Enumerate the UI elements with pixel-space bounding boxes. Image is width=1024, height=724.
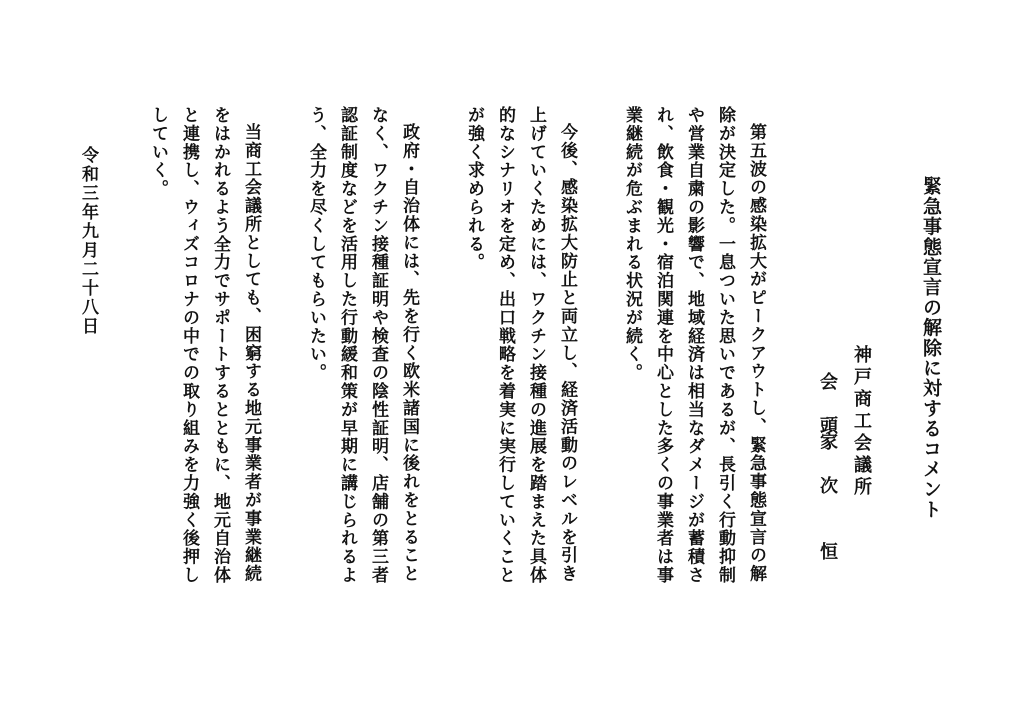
- paragraph-2-line: 的なシナリオを定め、出口戦略を着実に実行していくこと: [495, 106, 515, 585]
- paragraph-4-line: していく。: [148, 106, 168, 198]
- paragraph-2-line: 上げていくためには、ワクチン接種の進展を踏まえた具体: [526, 106, 546, 585]
- paragraph-1-line: や営業自粛の影響で、地域経済は相当なダメージが蓄積さ: [684, 106, 704, 585]
- paragraph-4-line: をはかれるよう全力でサポートするとともに、地元自治体: [210, 106, 230, 585]
- paragraph-2: [458, 106, 582, 584]
- document-date: 令和三年九月二十八日: [78, 146, 98, 336]
- paragraph-2-line: 今後、感染拡大防止と両立し、経済活動のレベルを引き: [557, 123, 577, 583]
- signer-title: 会 頭: [817, 372, 838, 438]
- paragraph-4: [142, 106, 266, 584]
- paragraph-2-line: が強く求められる。: [464, 106, 484, 272]
- paragraph-1: [616, 106, 771, 584]
- paragraph-1-line: 業継続が危ぶまれる状況が続く。: [622, 106, 642, 382]
- organization-name: 神戸商工会議所: [851, 345, 872, 499]
- document-title: 緊急事態宣言の解除に対するコメント: [920, 176, 942, 520]
- paragraph-3-line: 認証制度などを活用した行動緩和策が早期に講じられるよ: [337, 106, 357, 585]
- paragraph-3-line: なく、ワクチン接種証明や検査の陰性証明、店舗の第三者: [368, 106, 388, 585]
- paragraph-1-line: 第五波の感染拡大がピークアウトし、緊急事態宣言の解: [746, 123, 766, 583]
- paragraph-4-line: 当商工会議所としても、困窮する地元事業者が事業継続: [241, 123, 261, 583]
- paragraph-4-line: と連携し、ウィズコロナの中での取り組みを力強く後押し: [179, 106, 199, 585]
- paragraph-1-line: れ、飲食・観光・宿泊関連を中心とした多くの事業者は事: [653, 106, 673, 585]
- paragraph-1-line: 除が決定した。一息ついた思いであるが、長引く行動抑制: [715, 106, 735, 585]
- paragraph-3: [300, 106, 424, 584]
- paragraph-3-line: 政府・自治体には、先を行く欧米諸国に後れをとること: [399, 123, 419, 583]
- signer-name: 家 次 恒: [817, 432, 838, 564]
- paragraph-3-line: う、全力を尽くしてもらいたい。: [306, 106, 326, 382]
